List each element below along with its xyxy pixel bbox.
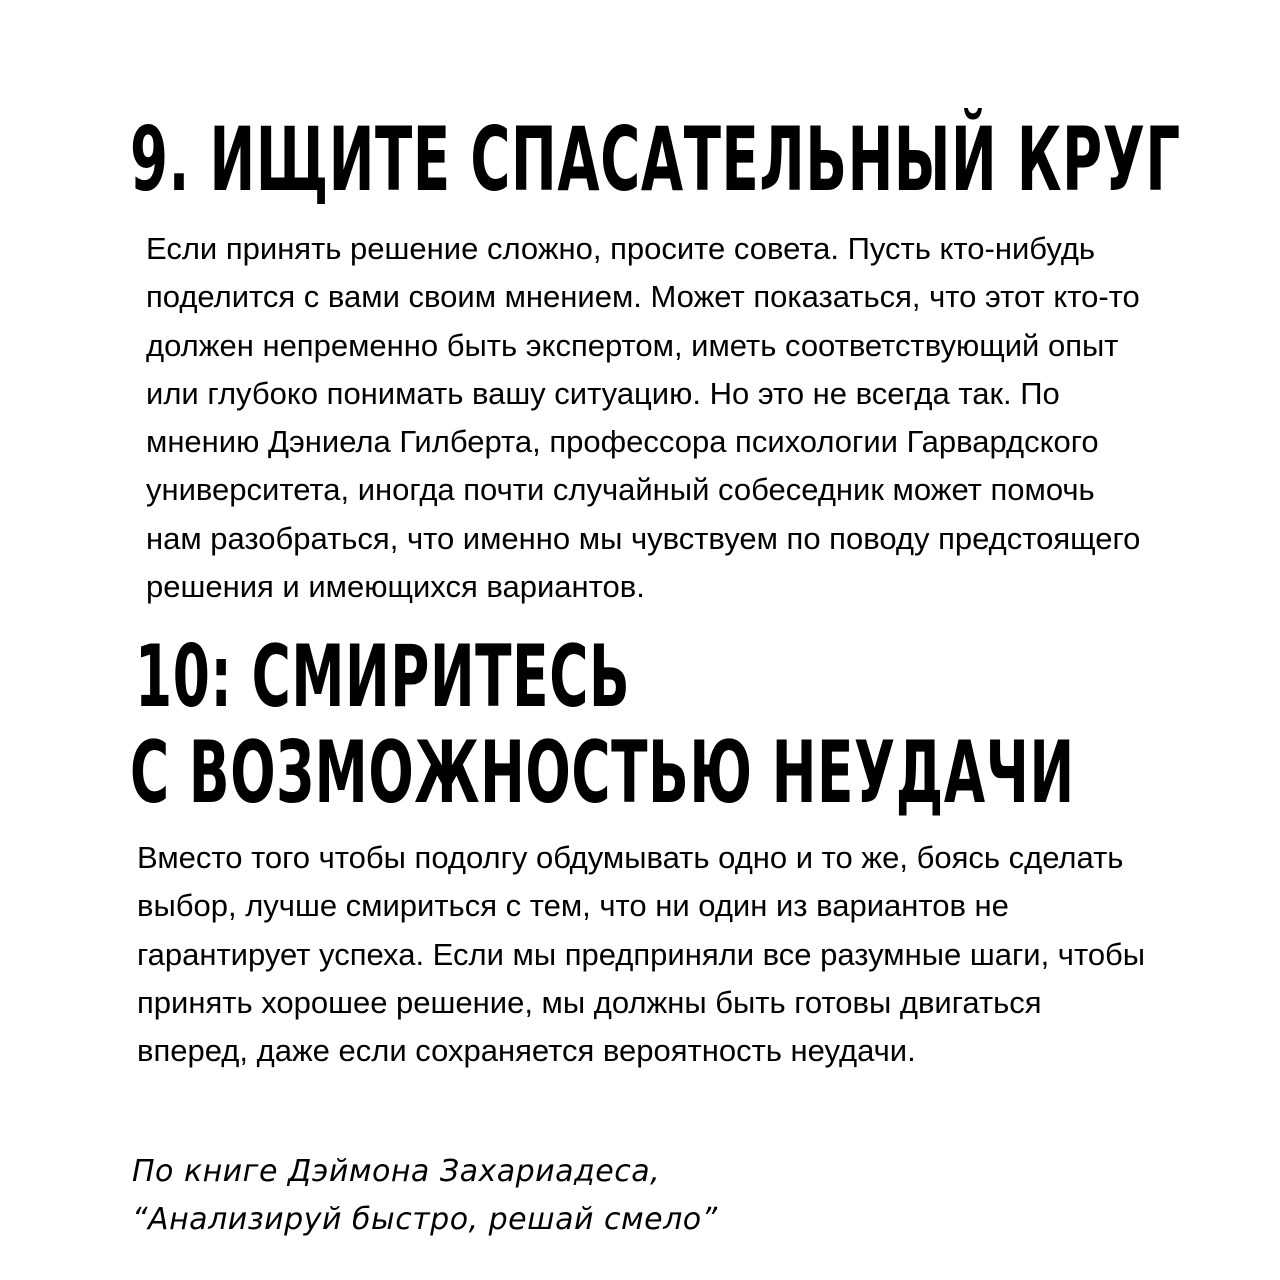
paragraph-line: поделится с вами своим мнением. Может показаться, что этот кто-то xyxy=(146,279,1140,315)
paragraph-line: мнению Дэниела Гилберта, профессора психологии Гарвардского xyxy=(146,424,1099,460)
book-credit xyxy=(132,1148,718,1244)
paragraph-line: должен непременно быть экспертом, иметь соответствующий опыт xyxy=(146,327,1119,363)
paragraph-line: Если принять решение сложно, просите совета. Пусть кто-нибудь xyxy=(146,231,1096,266)
paragraph-line: решения и имеющихся вариантов. xyxy=(146,569,645,605)
credit-author-line: По книге Дэймона Захариадеса, xyxy=(132,1154,661,1189)
section-9-title: 9. ИЩИТЕ СПАСАТЕЛЬНЫЙ КРУГ xyxy=(130,108,1181,211)
paragraph-line: Вместо того чтобы подолгу обдумывать одно и то же, боясь сделать xyxy=(137,840,1124,875)
paragraph-line: нам разобраться, что именно мы чувствуем по поводу предстоящего xyxy=(146,520,1141,556)
section-9-paragraph xyxy=(146,225,1140,611)
paragraph-line: принять хорошее решение, мы должны быть готовы двигаться xyxy=(137,984,1042,1020)
section-10-title-line-2: С ВОЗМОЖНОСТЬЮ НЕУДАЧИ xyxy=(130,723,1075,823)
paragraph-line: вперед, даже если сохраняется вероятность неудачи. xyxy=(137,1033,916,1069)
paragraph-line: выбор, лучше смириться с тем, что ни один из вариантов не xyxy=(137,888,1009,924)
section-10-paragraph xyxy=(137,834,1145,1075)
section-10-title-line-1: 10: СМИРИТЕСЬ xyxy=(135,627,631,727)
credit-title-line: “Анализируй быстро, решай смело” xyxy=(132,1202,718,1237)
paragraph-line: или глубоко понимать вашу ситуацию. Но это не всегда так. По xyxy=(146,375,1060,411)
paragraph-line: гарантирует успеха. Если мы предприняли все разумные шаги, чтобы xyxy=(137,936,1146,972)
paragraph-line: университета, иногда почти случайный собеседник может помочь xyxy=(146,472,1095,508)
